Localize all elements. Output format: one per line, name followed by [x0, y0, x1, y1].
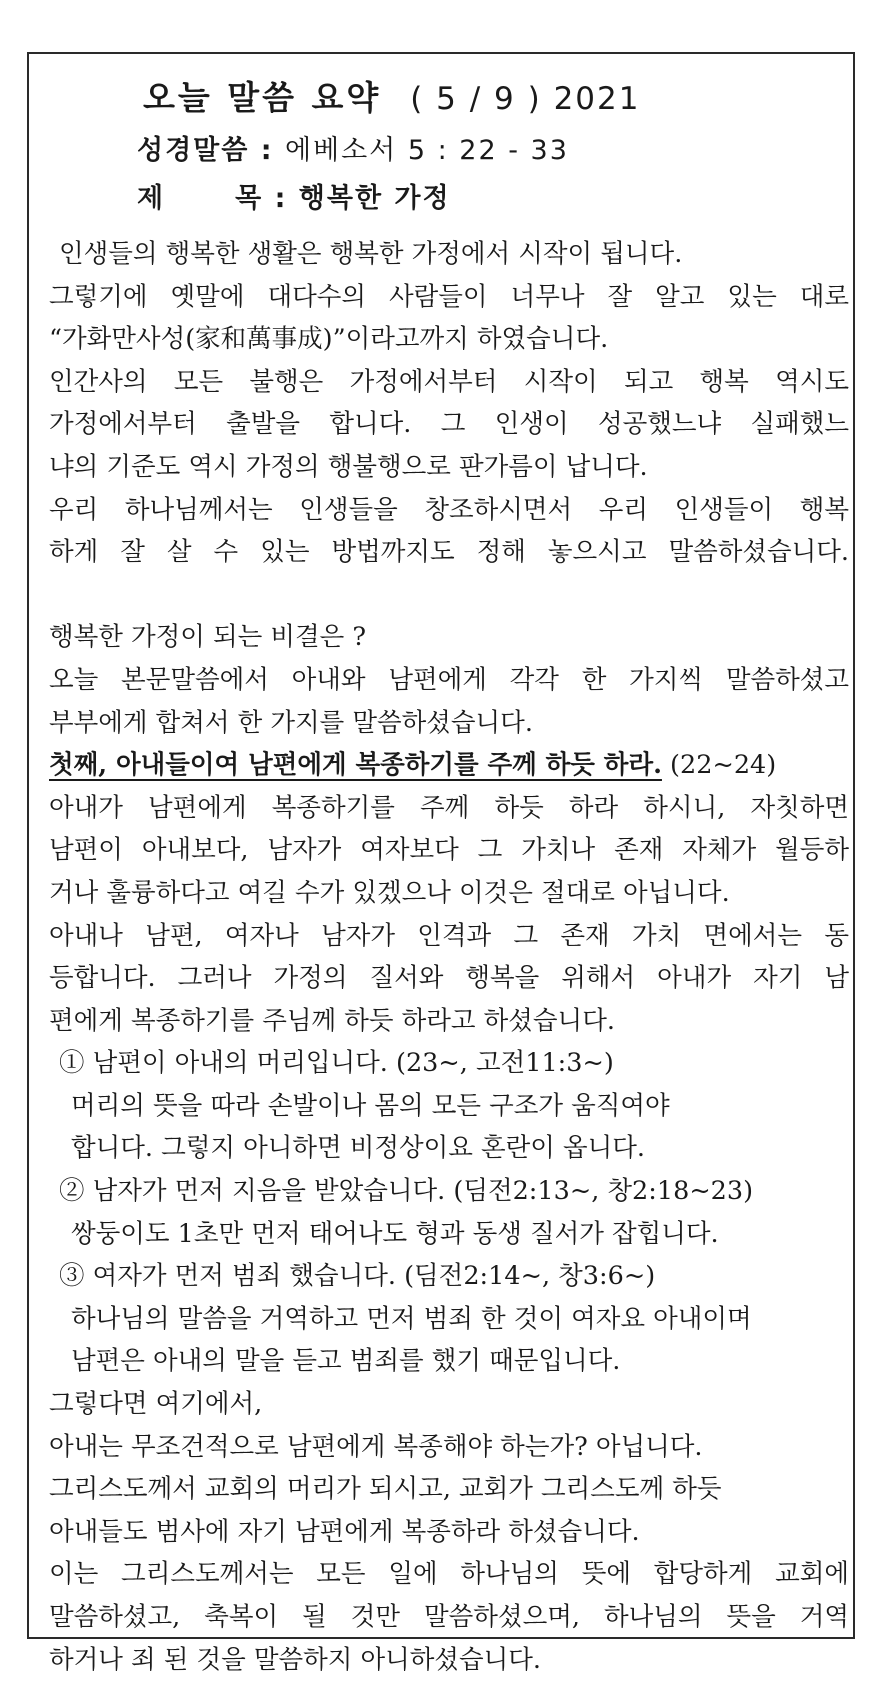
title-date: ( 5 / 9 ) 2021 [410, 81, 641, 117]
body-line: 아내가 남편에게 복종하기를 주께 하듯 하라 하시니, 자칫하면 [49, 792, 849, 823]
point-2: ② 남자가 먼저 지음을 받았습니다. (딤전2:13~, 창2:18~23) [59, 1176, 754, 1207]
body-line: 등합니다. 그러나 가정의 질서와 행복을 위해서 아내가 자기 남 [49, 963, 849, 994]
body-line: 말씀하셨고, 축복이 될 것만 말씀하셨으며, 하나님의 뜻을 거역 [49, 1602, 849, 1632]
sermon-body [49, 233, 849, 1681]
body-line: 아내는 무조건적으로 남편에게 복종해야 하는가? 아닙니다. [49, 1431, 703, 1462]
first-heading-line [49, 744, 849, 787]
point-1-detail: 합니다. 그렇지 아니하면 비정상이요 혼란이 옵니다. [71, 1133, 646, 1164]
body-line: 부부에게 합쳐서 한 가지를 말씀하셨습니다. [49, 707, 533, 738]
page-title [143, 72, 640, 119]
scripture-line [137, 128, 569, 167]
point-3-detail: 남편은 아내의 말을 듣고 범죄를 했기 때문입니다. [71, 1346, 621, 1377]
body-line: 인간사의 모든 불행은 가정에서부터 시작이 되고 행복 역시도 [49, 366, 849, 397]
body-line: 편에게 복종하기를 주님께 하듯 하라고 하셨습니다. [49, 1005, 615, 1036]
body-line: 그리스도께서 교회의 머리가 되시고, 교회가 그리스도께 하듯 [49, 1474, 722, 1505]
blank-line [49, 574, 849, 617]
scripture-ref: 에베소서 5 : 22 - 33 [284, 135, 569, 166]
body-line: 하게 잘 살 수 있는 방법까지도 정해 놓으시고 말씀하셨습니다. [49, 537, 849, 568]
scripture-label: 성경말씀 : [137, 135, 274, 166]
first-heading-ref: (22~24) [661, 750, 777, 781]
body-line: 우리 하나님께서는 인생들을 창조하시면서 우리 인생들이 행복 [49, 494, 849, 525]
subject-label-2: 목 : [235, 183, 288, 214]
point-2-detail: 쌍둥이도 1초만 먼저 태어나도 형과 동생 질서가 잡힙니다. [71, 1218, 719, 1249]
body-line: 아내나 남편, 여자나 남자가 인격과 그 존재 가치 면에서는 동 [49, 920, 849, 951]
body-line: 냐의 기준도 역시 가정의 행불행으로 판가름이 납니다. [49, 451, 648, 482]
body-line: 하거나 죄 된 것을 말씀하지 아니하셨습니다. [49, 1644, 542, 1675]
subject-line [137, 176, 451, 215]
body-line: 가정에서부터 출발을 합니다. 그 인생이 성공했느냐 실패했느 [49, 409, 849, 440]
body-line: 거나 훌륭하다고 여길 수가 있겠으나 이것은 절대로 아닙니다. [49, 877, 730, 908]
body-line: 그렇다면 여기에서, [49, 1389, 263, 1420]
subject-label-1: 제 [137, 183, 166, 214]
body-line: 아내들도 범사에 자기 남편에게 복종하라 하셨습니다. [49, 1516, 640, 1547]
point-3: ③ 여자가 먼저 범죄 했습니다. (딤전2:14~, 창3:6~) [59, 1261, 656, 1292]
body-line: 남편이 아내보다, 남자가 여자보다 그 가치나 존재 자체가 월등하 [49, 835, 849, 866]
body-line: 행복한 가정이 되는 비결은 ? [49, 622, 367, 653]
title-text: 오늘 말씀 요약 [143, 78, 382, 117]
body-line: 이는 그리스도께서는 모든 일에 하나님의 뜻에 합당하게 교회에 [49, 1559, 849, 1590]
body-line: “가화만사성(家和萬事成)”이라고까지 하였습니다. [49, 324, 609, 355]
first-heading: 첫째, 아내들이여 남편에게 복종하기를 주께 하듯 하라. [49, 750, 662, 781]
subject-text: 행복한 가정 [298, 183, 451, 214]
body-line: 인생들의 행복한 생활은 행복한 가정에서 시작이 됩니다. [59, 239, 683, 269]
point-3-detail: 하나님의 말씀을 거역하고 먼저 범죄 한 것이 여자요 아내이며 [71, 1303, 752, 1334]
body-line: 그렇기에 옛말에 대다수의 사람들이 너무나 잘 알고 있는 대로 [49, 281, 849, 312]
point-1: ① 남편이 아내의 머리입니다. (23~, 고전11:3~) [59, 1048, 614, 1079]
point-1-detail: 머리의 뜻을 따라 손발이나 몸의 모든 구조가 움직여야 [71, 1090, 670, 1121]
body-line: 오늘 본문말씀에서 아내와 남편에게 각각 한 가지씩 말씀하셨고 [49, 664, 849, 695]
